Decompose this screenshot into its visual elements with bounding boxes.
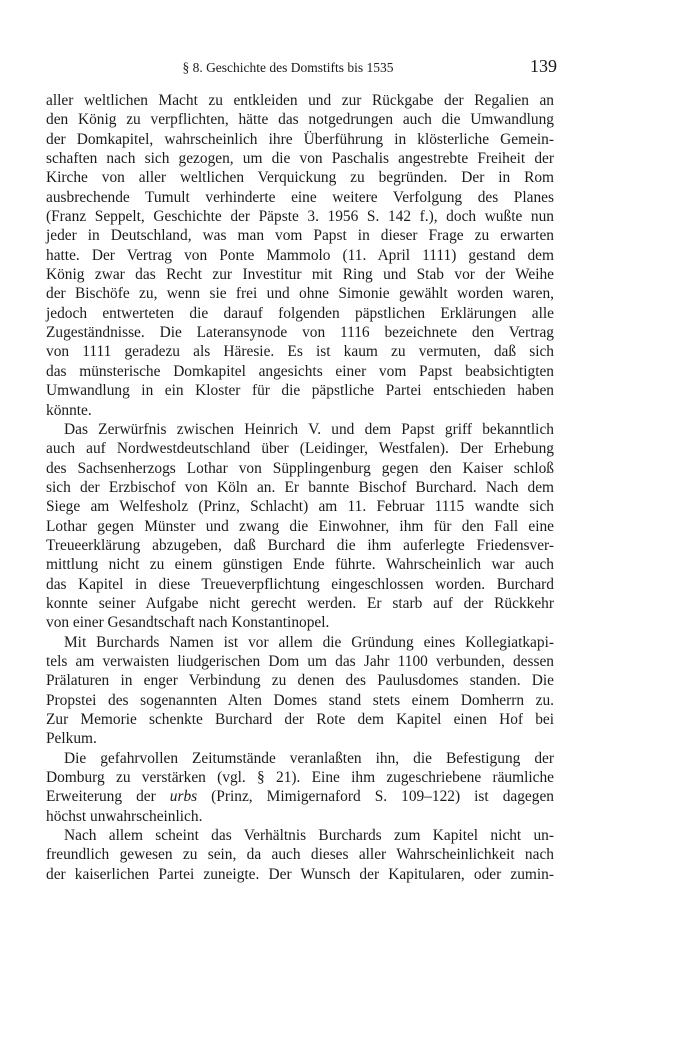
text-line: der Bischöfe zu, wenn sie frei und ohne Simonie gewählt worden waren, [46, 285, 554, 303]
text-line: Siege am Welfesholz (Prinz, Schlacht) am 11. Februar 1115 wandte sich [46, 498, 554, 516]
text-line: könnte. [46, 401, 92, 419]
text-line: sich der Erzbischof von Köln an. Er bannte Bischof Burchard. Nach dem [46, 478, 554, 496]
text-line: Die gefahrvollen Zeitumstände veranlaßten ihn, die Befestigung der [64, 749, 554, 767]
text-line: von 1111 geradezu als Häresie. Es ist kaum zu vermuten, daß sich [46, 343, 554, 361]
text-line: Nach allem scheint das Verhältnis Burchards zum Kapitel nicht un- [64, 827, 554, 845]
text-line: Domburg zu verstärken (vgl. § 21). Eine ihm zugeschriebene räumliche [46, 769, 554, 787]
text-line: jedoch entwerteten die darauf folgenden päpstlichen Erklärungen alle [46, 304, 554, 322]
text-line: des Sachsenherzogs Lothar von Süpplingenburg gegen den Kaiser schloß [46, 459, 554, 477]
text-line: Zugeständnisse. Die Lateransynode von 1116 bezeichnete den Vertrag [46, 324, 554, 342]
text-line: König zwar das Recht zur Investitur mit Ring und Stab vor der Weihe [46, 266, 554, 284]
text-line: Pelkum. [46, 730, 97, 748]
paragraph [46, 420, 554, 633]
text-line: von einer Gesandtschaft nach Konstantinopel. [46, 614, 330, 632]
text-line: auch auf Nordwestdeutschland über (Leidinger, Westfalen). Der Erhebung [46, 440, 554, 458]
text-line: Das Zerwürfnis zwischen Heinrich V. und dem Papst griff bekanntlich [64, 420, 554, 438]
text-line: das Kapitel in diese Treueverpflichtung eingeschlossen worden. Burchard [46, 575, 554, 593]
paragraph [46, 749, 554, 826]
text-line: höchst unwahrscheinlich. [46, 807, 203, 825]
text-line: Lothar gegen Münster und zwang die Einwohner, ihm für den Fall eine [46, 517, 554, 535]
running-head: § 8. Geschichte des Domstifts bis 1535 [182, 60, 394, 75]
text-line: Erweiterung der urbs (Prinz, Mimigernaford S. 109–122) ist dagegen [46, 788, 554, 806]
paragraph [46, 826, 554, 884]
paragraph [46, 633, 554, 749]
text-line: schaften nach sich gezogen, um die von Paschalis angestrebte Freiheit der [46, 150, 554, 168]
text-line: das münsterische Domkapitel angesichts einer vom Papst beabsichtigten [46, 362, 554, 380]
text-line: Kirche von aller weltlichen Verquickung zu begründen. Der in Rom [46, 169, 554, 187]
text-line: Zur Memorie schenkte Burchard der Rote dem Kapitel einen Hof bei [46, 711, 554, 728]
page-number: 139 [530, 56, 557, 76]
text-line: der kaiserlichen Partei zuneigte. Der Wunsch der Kapitularen, oder zumin- [46, 865, 554, 883]
text-line: Prälaturen in enger Verbindung zu denen des Paulusdomes standen. Die [46, 672, 554, 690]
text-line: ausbrechende Tumult verhinderte eine weitere Verfolgung des Planes [46, 188, 554, 206]
text-line: freundlich gewesen zu sein, da auch dieses aller Wahrscheinlichkeit nach [46, 846, 554, 864]
text-line: aller weltlichen Macht zu entkleiden und zur Rückgabe der Regalien an [46, 92, 554, 109]
text-line: Umwandlung in ein Kloster für die päpstliche Partei entschieden haben [46, 382, 554, 400]
paragraph [46, 91, 554, 420]
text-line: hatte. Der Vertrag von Ponte Mammolo (11. April 1111) gestand dem [46, 246, 554, 264]
text-line: Propstei des sogenannten Alten Domes stand stets einem Domherrn zu. [46, 691, 554, 709]
text-line: tels am verwaisten liudgerischen Dom um das Jahr 1100 verbunden, dessen [46, 652, 554, 670]
text-line: Mit Burchards Namen ist vor allem die Gründung eines Kollegiatkapi- [64, 633, 554, 651]
text-line: konnte seiner Aufgabe nicht gerecht werden. Er starb auf der Rückkehr [46, 594, 554, 612]
text-line: jeder in Deutschland, was man vom Papst in dieser Frage zu erwarten [46, 227, 554, 245]
text-line: mittlung nicht zu einem günstigen Ende führte. Wahrscheinlich war auch [46, 556, 554, 574]
text-line: (Franz Seppelt, Geschichte der Päpste 3. 1956 S. 142 f.), doch wußte nun [46, 208, 554, 226]
text-line: den König zu verpflichten, hätte das notgedrungen auch die Umwandlung [46, 111, 554, 129]
text-line: der Domkapitel, wahrscheinlich ihre Überführung in klösterliche Gemein- [46, 130, 554, 148]
body-text [46, 91, 554, 884]
text-line: Treueerklärung abzugeben, daß Burchard die ihm auferlegte Friedensver- [46, 536, 554, 554]
